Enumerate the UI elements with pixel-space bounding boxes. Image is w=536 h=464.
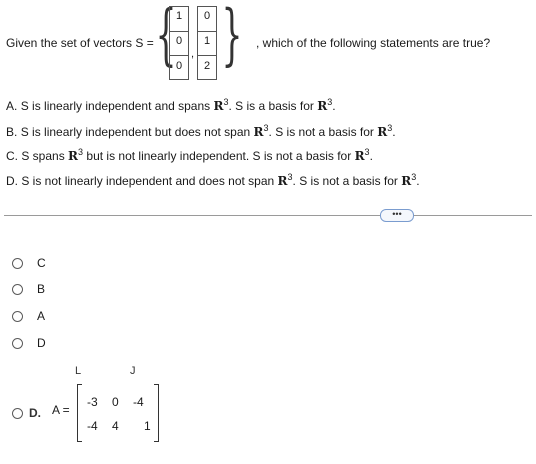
vector-1-entry-2: 0 [175, 35, 183, 47]
choice-b-label: B [37, 282, 46, 296]
left-brace: { [155, 0, 177, 73]
matrix-cell-r1c2: 0 [112, 395, 119, 409]
matrix-cell-r2c3: 1 [144, 419, 151, 433]
matrix-right-bracket [154, 384, 159, 442]
section-divider [4, 215, 532, 216]
right-brace: } [221, 0, 243, 73]
vector-set [151, 0, 255, 82]
statement-a: A. S is linearly independent and spans $R^3$. S is a basis for $R^3$. [6, 97, 336, 113]
vector-separator: , [191, 48, 195, 60]
vector-1-entry-3: 0 [175, 60, 183, 72]
radio-choice-a[interactable] [12, 311, 23, 322]
choice-a-label: A [37, 309, 46, 323]
matrix-a [77, 384, 159, 440]
radio-choice-b[interactable] [12, 284, 23, 295]
statement-d: D. S is not linearly independent and does not span $R^3$. S is not a basis for $R^3$. [6, 172, 420, 188]
vector-2-entry-3: 2 [203, 60, 211, 72]
question-prefix: Given the set of vectors S = [6, 36, 154, 50]
matrix-cell-r2c2: 4 [112, 419, 119, 433]
matrix-cell-r2c1: -4 [87, 419, 98, 433]
vector-2-entry-2: 1 [203, 35, 211, 47]
matrix-cell-r1c1: -3 [87, 395, 98, 409]
vector-2-entry-1: 0 [203, 10, 211, 22]
statement-c: C. S spans $R^3$ but is not linearly independent. S is not a basis for $R^3$. [6, 147, 373, 163]
radio-answer-d[interactable] [12, 408, 23, 419]
corner-mark-left: L [75, 365, 82, 377]
expand-more-button[interactable]: ••• [380, 209, 414, 222]
matrix-cell-r1c3: -4 [133, 395, 144, 409]
matrix-prefix: A = [52, 403, 70, 417]
vector-1-entry-1: 1 [175, 10, 183, 22]
statement-b: B. S is linearly independent but does not span $R^3$. S is not a basis for $R^3$. [6, 123, 396, 139]
question-suffix: , which of the following statements are true? [256, 36, 491, 50]
answer-d-label: D. [29, 406, 41, 420]
vector-1 [169, 6, 189, 80]
corner-mark-right: J [130, 365, 136, 377]
choice-d-label: D [37, 336, 46, 350]
radio-choice-c[interactable] [12, 258, 23, 269]
choice-c-label: C [37, 256, 46, 270]
matrix-left-bracket [77, 384, 82, 442]
radio-choice-d[interactable] [12, 338, 23, 349]
vector-2 [197, 6, 217, 80]
